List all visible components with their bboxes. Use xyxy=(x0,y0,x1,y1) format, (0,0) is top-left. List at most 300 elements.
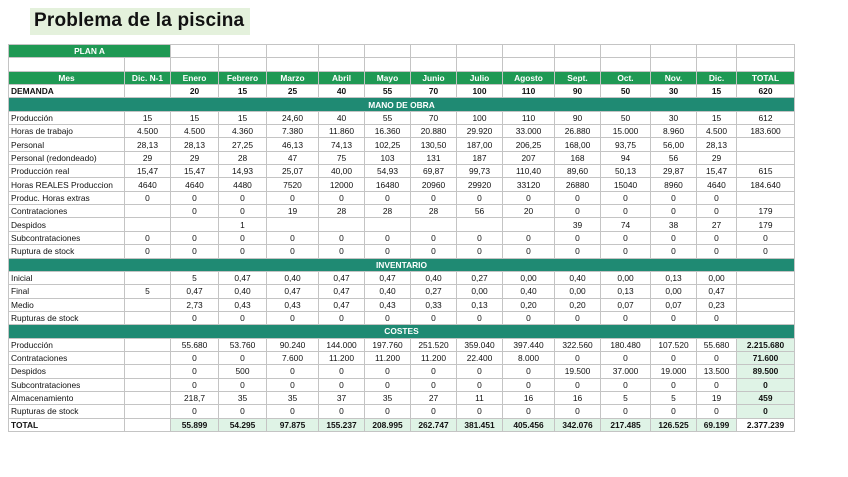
cell[interactable]: 27 xyxy=(697,218,737,231)
column-header[interactable]: Oct. xyxy=(601,71,651,84)
cell[interactable]: 0,40 xyxy=(555,271,601,284)
cell[interactable]: 0,20 xyxy=(503,298,555,311)
cell[interactable]: 19.500 xyxy=(555,365,601,378)
cell[interactable]: 110 xyxy=(503,111,555,124)
cell[interactable]: 0 xyxy=(601,231,651,244)
cell[interactable]: 50,13 xyxy=(601,165,651,178)
column-header[interactable]: Abril xyxy=(319,71,365,84)
cell[interactable]: 28,13 xyxy=(125,138,171,151)
cell[interactable]: 0,47 xyxy=(267,285,319,298)
cell[interactable]: 0,40 xyxy=(503,285,555,298)
cell[interactable]: 15,47 xyxy=(697,165,737,178)
cell[interactable]: 0,40 xyxy=(219,285,267,298)
column-header[interactable]: Dic. xyxy=(697,71,737,84)
cell[interactable]: 0 xyxy=(319,311,365,324)
cell[interactable]: 70 xyxy=(411,111,457,124)
cell[interactable] xyxy=(737,285,795,298)
cell[interactable]: 11.200 xyxy=(319,351,365,364)
cell[interactable]: 15 xyxy=(697,85,737,98)
row-label[interactable]: DEMANDA xyxy=(9,85,125,98)
row-label[interactable]: Despidos xyxy=(9,218,125,231)
row-label[interactable]: Personal xyxy=(9,138,125,151)
cell[interactable]: 19.000 xyxy=(651,365,697,378)
cell[interactable]: 179 xyxy=(737,218,795,231)
cell[interactable]: 620 xyxy=(737,85,795,98)
cell[interactable]: 20960 xyxy=(411,178,457,191)
cell[interactable]: 0 xyxy=(125,245,171,258)
cell[interactable]: 8.960 xyxy=(651,125,697,138)
cell[interactable]: 0,07 xyxy=(651,298,697,311)
cell[interactable]: 0 xyxy=(651,351,697,364)
cell[interactable]: 500 xyxy=(219,365,267,378)
cell[interactable]: 50 xyxy=(601,85,651,98)
cell[interactable]: 0 xyxy=(411,191,457,204)
cell[interactable]: 0 xyxy=(219,191,267,204)
cell[interactable]: 0,20 xyxy=(555,298,601,311)
empty-cell[interactable] xyxy=(697,45,737,58)
cell[interactable]: 0 xyxy=(555,351,601,364)
cell[interactable]: 4640 xyxy=(171,178,219,191)
cell[interactable]: 20.880 xyxy=(411,125,457,138)
cell[interactable]: 27 xyxy=(411,391,457,404)
cell[interactable]: 90 xyxy=(555,85,601,98)
cell[interactable]: 0,40 xyxy=(365,285,411,298)
cell[interactable]: 0 xyxy=(219,205,267,218)
section-header[interactable]: COSTES xyxy=(9,325,795,338)
column-header[interactable]: Febrero xyxy=(219,71,267,84)
cell[interactable]: 0,40 xyxy=(411,271,457,284)
empty-cell[interactable] xyxy=(555,58,601,71)
cell[interactable]: 0 xyxy=(601,351,651,364)
cell[interactable]: 40,00 xyxy=(319,165,365,178)
cell[interactable]: 55 xyxy=(365,111,411,124)
cell[interactable]: 56 xyxy=(651,151,697,164)
cell[interactable]: 217.485 xyxy=(601,418,651,431)
cell[interactable]: 99,73 xyxy=(457,165,503,178)
cell[interactable]: 0 xyxy=(219,351,267,364)
cell[interactable]: 15 xyxy=(171,111,219,124)
cell[interactable]: 131 xyxy=(411,151,457,164)
cell[interactable]: 19 xyxy=(267,205,319,218)
cell[interactable]: 94 xyxy=(601,151,651,164)
cell[interactable]: 97.875 xyxy=(267,418,319,431)
cell[interactable]: 0 xyxy=(365,191,411,204)
cell[interactable]: 0 xyxy=(267,191,319,204)
column-header[interactable]: Julio xyxy=(457,71,503,84)
cell[interactable]: 26880 xyxy=(555,178,601,191)
cell[interactable]: 0,47 xyxy=(319,285,365,298)
cell[interactable]: 4.500 xyxy=(697,125,737,138)
cell[interactable]: 75 xyxy=(319,151,365,164)
cell[interactable]: 0 xyxy=(601,378,651,391)
column-header[interactable]: Sept. xyxy=(555,71,601,84)
empty-cell[interactable] xyxy=(737,58,795,71)
column-header[interactable]: Enero xyxy=(171,71,219,84)
cell[interactable]: 0 xyxy=(319,245,365,258)
cell[interactable]: 29,87 xyxy=(651,165,697,178)
cell[interactable]: 39 xyxy=(555,218,601,231)
cell[interactable]: 0 xyxy=(319,378,365,391)
cell[interactable]: 46,13 xyxy=(267,138,319,151)
cell[interactable]: 218,7 xyxy=(171,391,219,404)
cell[interactable] xyxy=(737,151,795,164)
cell[interactable]: 168 xyxy=(555,151,601,164)
empty-cell[interactable] xyxy=(503,45,555,58)
cell[interactable]: 11.200 xyxy=(365,351,411,364)
cell[interactable]: 0,43 xyxy=(219,298,267,311)
cell[interactable]: 29 xyxy=(697,151,737,164)
cell[interactable]: 0 xyxy=(555,191,601,204)
cell[interactable]: 0 xyxy=(457,378,503,391)
cell[interactable]: 0 xyxy=(457,311,503,324)
cell[interactable]: 0 xyxy=(697,231,737,244)
cell[interactable] xyxy=(125,351,171,364)
cell[interactable]: 2.377.239 xyxy=(737,418,795,431)
cell[interactable]: 197.760 xyxy=(365,338,411,351)
cell[interactable] xyxy=(125,418,171,431)
section-header[interactable]: INVENTARIO xyxy=(9,258,795,271)
column-header[interactable]: Marzo xyxy=(267,71,319,84)
cell[interactable]: 0 xyxy=(457,405,503,418)
cell[interactable]: 8.000 xyxy=(503,351,555,364)
cell[interactable]: 15 xyxy=(697,111,737,124)
cell[interactable]: 5 xyxy=(171,271,219,284)
empty-cell[interactable] xyxy=(219,58,267,71)
section-header[interactable]: MANO DE OBRA xyxy=(9,98,795,111)
plan-label[interactable]: PLAN A xyxy=(9,45,171,58)
column-header[interactable]: Agosto xyxy=(503,71,555,84)
cell[interactable]: 0 xyxy=(651,378,697,391)
cell[interactable]: 0 xyxy=(365,405,411,418)
cell[interactable]: 397.440 xyxy=(503,338,555,351)
cell[interactable]: 0 xyxy=(125,191,171,204)
cell[interactable] xyxy=(125,311,171,324)
cell[interactable] xyxy=(457,218,503,231)
cell[interactable]: 612 xyxy=(737,111,795,124)
cell[interactable]: 4640 xyxy=(697,178,737,191)
cell[interactable]: 0 xyxy=(503,191,555,204)
empty-cell[interactable] xyxy=(601,45,651,58)
cell[interactable]: 0 xyxy=(555,405,601,418)
cell[interactable]: 28 xyxy=(365,205,411,218)
row-label[interactable]: Produc. Horas extras xyxy=(9,191,125,204)
cell[interactable]: 4.360 xyxy=(219,125,267,138)
cell[interactable]: 25 xyxy=(267,85,319,98)
cell[interactable]: 30 xyxy=(651,111,697,124)
cell[interactable]: 0 xyxy=(125,231,171,244)
cell[interactable]: 0 xyxy=(503,231,555,244)
cell[interactable]: 0 xyxy=(503,245,555,258)
cell[interactable]: 54,93 xyxy=(365,165,411,178)
empty-cell[interactable] xyxy=(171,45,219,58)
cell[interactable]: 0,13 xyxy=(601,285,651,298)
cell[interactable]: 74 xyxy=(601,218,651,231)
cell[interactable]: 0 xyxy=(503,365,555,378)
cell[interactable]: 30 xyxy=(651,85,697,98)
cell[interactable]: 5 xyxy=(601,391,651,404)
cell[interactable]: 180.480 xyxy=(601,338,651,351)
cell[interactable]: 0 xyxy=(601,245,651,258)
column-header[interactable]: Mes xyxy=(9,71,125,84)
cell[interactable] xyxy=(125,378,171,391)
column-header[interactable]: Mayo xyxy=(365,71,411,84)
cell[interactable]: 89,60 xyxy=(555,165,601,178)
cell[interactable] xyxy=(125,338,171,351)
empty-cell[interactable] xyxy=(365,45,411,58)
cell[interactable]: 207 xyxy=(503,151,555,164)
cell[interactable] xyxy=(411,218,457,231)
cell[interactable]: 55.680 xyxy=(171,338,219,351)
cell[interactable]: 28,13 xyxy=(697,138,737,151)
cell[interactable]: 0,43 xyxy=(365,298,411,311)
cell[interactable]: 56,00 xyxy=(651,138,697,151)
empty-cell[interactable] xyxy=(555,45,601,58)
cell[interactable]: 0,00 xyxy=(457,285,503,298)
cell[interactable]: 35 xyxy=(267,391,319,404)
cell[interactable]: 8960 xyxy=(651,178,697,191)
cell[interactable]: 0,47 xyxy=(319,271,365,284)
empty-cell[interactable] xyxy=(319,58,365,71)
cell[interactable]: 71.600 xyxy=(737,351,795,364)
cell[interactable]: 7.380 xyxy=(267,125,319,138)
cell[interactable]: 19 xyxy=(697,391,737,404)
cell[interactable]: 0 xyxy=(411,231,457,244)
cell[interactable]: 0 xyxy=(171,205,219,218)
empty-cell[interactable] xyxy=(411,58,457,71)
cell[interactable]: 5 xyxy=(125,285,171,298)
cell[interactable]: 0 xyxy=(555,245,601,258)
cell[interactable] xyxy=(737,271,795,284)
cell[interactable] xyxy=(125,391,171,404)
cell[interactable]: 0 xyxy=(737,245,795,258)
cell[interactable]: 29 xyxy=(125,151,171,164)
row-label[interactable]: Ruptura de stock xyxy=(9,245,125,258)
column-header[interactable]: TOTAL xyxy=(737,71,795,84)
cell[interactable]: 144.000 xyxy=(319,338,365,351)
cell[interactable]: 0,00 xyxy=(651,285,697,298)
cell[interactable]: 342.076 xyxy=(555,418,601,431)
cell[interactable] xyxy=(125,405,171,418)
row-label[interactable]: Producción xyxy=(9,338,125,351)
cell[interactable]: 0,00 xyxy=(601,271,651,284)
cell[interactable]: 0,07 xyxy=(601,298,651,311)
cell[interactable]: 168,00 xyxy=(555,138,601,151)
cell[interactable] xyxy=(125,271,171,284)
cell[interactable]: 0 xyxy=(651,191,697,204)
column-header[interactable]: Nov. xyxy=(651,71,697,84)
cell[interactable]: 20 xyxy=(171,85,219,98)
cell[interactable]: 14,93 xyxy=(219,165,267,178)
cell[interactable]: 26.880 xyxy=(555,125,601,138)
cell[interactable]: 53.760 xyxy=(219,338,267,351)
cell[interactable]: 0 xyxy=(219,311,267,324)
cell[interactable]: 0,27 xyxy=(411,285,457,298)
cell[interactable]: 2,73 xyxy=(171,298,219,311)
cell[interactable]: 37 xyxy=(319,391,365,404)
cell[interactable]: 35 xyxy=(219,391,267,404)
cell[interactable]: 40 xyxy=(319,111,365,124)
cell[interactable] xyxy=(737,138,795,151)
cell[interactable]: 0 xyxy=(365,231,411,244)
cell[interactable]: 0 xyxy=(365,365,411,378)
cell[interactable]: 0 xyxy=(267,245,319,258)
cell[interactable]: 0,47 xyxy=(365,271,411,284)
cell[interactable]: 0,00 xyxy=(503,271,555,284)
cell[interactable]: 0 xyxy=(555,378,601,391)
empty-cell[interactable] xyxy=(171,58,219,71)
cell[interactable]: 0,27 xyxy=(457,271,503,284)
cell[interactable]: 5 xyxy=(651,391,697,404)
cell[interactable]: 22.400 xyxy=(457,351,503,364)
cell[interactable]: 15.000 xyxy=(601,125,651,138)
cell[interactable]: 179 xyxy=(737,205,795,218)
cell[interactable]: 103 xyxy=(365,151,411,164)
cell[interactable]: 33120 xyxy=(503,178,555,191)
cell[interactable]: 0 xyxy=(411,378,457,391)
cell[interactable]: 0,43 xyxy=(267,298,319,311)
cell[interactable]: 2.215.680 xyxy=(737,338,795,351)
cell[interactable]: 0 xyxy=(365,311,411,324)
cell[interactable]: 35 xyxy=(365,391,411,404)
cell[interactable]: 126.525 xyxy=(651,418,697,431)
cell[interactable]: 184.640 xyxy=(737,178,795,191)
cell[interactable]: 0 xyxy=(737,378,795,391)
cell[interactable]: 0 xyxy=(457,231,503,244)
cell[interactable]: 29.920 xyxy=(457,125,503,138)
cell[interactable]: 0 xyxy=(697,191,737,204)
cell[interactable]: 130,50 xyxy=(411,138,457,151)
cell[interactable]: 100 xyxy=(457,85,503,98)
cell[interactable] xyxy=(267,218,319,231)
cell[interactable]: 47 xyxy=(267,151,319,164)
cell[interactable]: 0 xyxy=(697,378,737,391)
cell[interactable]: 0 xyxy=(171,378,219,391)
row-label[interactable]: Almacenamiento xyxy=(9,391,125,404)
cell[interactable]: 69.199 xyxy=(697,418,737,431)
cell[interactable]: 12000 xyxy=(319,178,365,191)
cell[interactable]: 100 xyxy=(457,111,503,124)
cell[interactable]: 0 xyxy=(457,191,503,204)
empty-cell[interactable] xyxy=(503,58,555,71)
cell[interactable]: 0 xyxy=(171,365,219,378)
cell[interactable]: 38 xyxy=(651,218,697,231)
empty-cell[interactable] xyxy=(697,58,737,71)
row-label[interactable]: Contrataciones xyxy=(9,351,125,364)
empty-cell[interactable] xyxy=(411,45,457,58)
cell[interactable]: 0 xyxy=(601,205,651,218)
cell[interactable]: 90.240 xyxy=(267,338,319,351)
cell[interactable]: 0,47 xyxy=(319,298,365,311)
cell[interactable]: 0,33 xyxy=(411,298,457,311)
cell[interactable]: 15040 xyxy=(601,178,651,191)
cell[interactable]: 74,13 xyxy=(319,138,365,151)
cell[interactable]: 15 xyxy=(125,111,171,124)
cell[interactable]: 4480 xyxy=(219,178,267,191)
cell[interactable]: 89.500 xyxy=(737,365,795,378)
cell[interactable]: 0 xyxy=(555,231,601,244)
row-label[interactable]: Despidos xyxy=(9,365,125,378)
cell[interactable]: 15 xyxy=(219,85,267,98)
cell[interactable]: 7520 xyxy=(267,178,319,191)
cell[interactable]: 0,47 xyxy=(697,285,737,298)
cell[interactable]: 208.995 xyxy=(365,418,411,431)
cell[interactable]: 4640 xyxy=(125,178,171,191)
cell[interactable]: 0 xyxy=(171,231,219,244)
cell[interactable]: 15 xyxy=(219,111,267,124)
cell[interactable]: 16.360 xyxy=(365,125,411,138)
cell[interactable]: 0 xyxy=(267,405,319,418)
cell[interactable]: 0 xyxy=(171,405,219,418)
cell[interactable]: 0 xyxy=(365,378,411,391)
cell[interactable]: 322.560 xyxy=(555,338,601,351)
cell[interactable]: 107.520 xyxy=(651,338,697,351)
cell[interactable]: 33.000 xyxy=(503,125,555,138)
cell[interactable]: 56 xyxy=(457,205,503,218)
cell[interactable]: 0 xyxy=(267,311,319,324)
cell[interactable]: 0,23 xyxy=(697,298,737,311)
cell[interactable]: 0 xyxy=(651,311,697,324)
cell[interactable]: 0,40 xyxy=(267,271,319,284)
cell[interactable]: 25,07 xyxy=(267,165,319,178)
cell[interactable]: 206,25 xyxy=(503,138,555,151)
empty-cell[interactable] xyxy=(365,58,411,71)
cell[interactable]: 0 xyxy=(411,311,457,324)
cell[interactable] xyxy=(365,218,411,231)
cell[interactable]: 155.237 xyxy=(319,418,365,431)
column-header[interactable]: Junio xyxy=(411,71,457,84)
row-label[interactable]: Contrataciones xyxy=(9,205,125,218)
cell[interactable]: 0 xyxy=(697,205,737,218)
cell[interactable]: 28 xyxy=(319,205,365,218)
row-label[interactable]: Rupturas de stock xyxy=(9,405,125,418)
cell[interactable]: 0 xyxy=(267,365,319,378)
cell[interactable]: 69,87 xyxy=(411,165,457,178)
cell[interactable]: 0 xyxy=(319,231,365,244)
cell[interactable] xyxy=(125,85,171,98)
cell[interactable]: 0 xyxy=(651,405,697,418)
cell[interactable]: 55.899 xyxy=(171,418,219,431)
cell[interactable]: 50 xyxy=(601,111,651,124)
cell[interactable]: 0 xyxy=(601,405,651,418)
row-label[interactable]: Producción xyxy=(9,111,125,124)
cell[interactable]: 0 xyxy=(171,245,219,258)
cell[interactable]: 27,25 xyxy=(219,138,267,151)
cell[interactable]: 0 xyxy=(601,191,651,204)
cell[interactable]: 0,00 xyxy=(697,271,737,284)
empty-cell[interactable] xyxy=(457,45,503,58)
cell[interactable]: 359.040 xyxy=(457,338,503,351)
cell[interactable] xyxy=(319,218,365,231)
cell[interactable]: 7.600 xyxy=(267,351,319,364)
cell[interactable] xyxy=(125,218,171,231)
cell[interactable]: 381.451 xyxy=(457,418,503,431)
cell[interactable]: 0 xyxy=(503,311,555,324)
cell[interactable]: 0 xyxy=(697,351,737,364)
cell[interactable]: 0 xyxy=(503,378,555,391)
cell[interactable]: 0,13 xyxy=(457,298,503,311)
cell[interactable]: 90 xyxy=(555,111,601,124)
row-label[interactable]: Final xyxy=(9,285,125,298)
cell[interactable] xyxy=(171,218,219,231)
cell[interactable]: 251.520 xyxy=(411,338,457,351)
empty-cell[interactable] xyxy=(319,45,365,58)
cell[interactable]: 110 xyxy=(503,85,555,98)
cell[interactable]: 0 xyxy=(555,311,601,324)
cell[interactable]: 459 xyxy=(737,391,795,404)
cell[interactable]: 15,47 xyxy=(125,165,171,178)
cell[interactable]: 0,47 xyxy=(219,271,267,284)
cell[interactable]: 0 xyxy=(411,245,457,258)
